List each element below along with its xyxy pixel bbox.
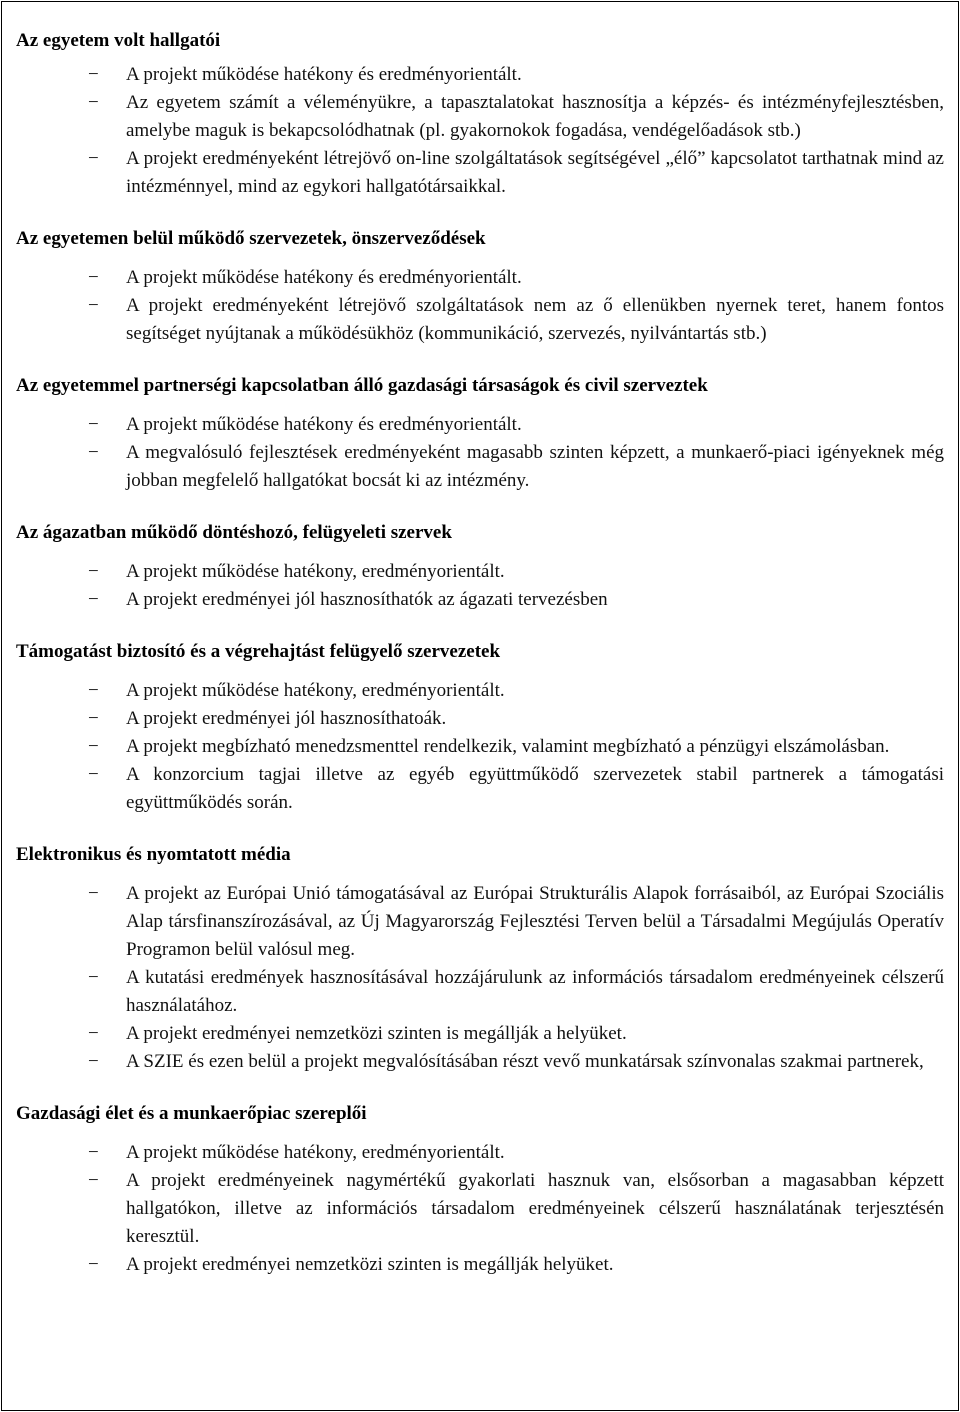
list-item-text: A projekt eredményei jól hasznosíthatoák. (126, 708, 447, 729)
list-item (16, 558, 944, 586)
list-item-text: A projekt működése hatékony, eredményorientált. (126, 680, 505, 701)
bullet-list (16, 264, 944, 348)
dash-bullet-icon: − (88, 680, 99, 701)
list-item-text: A projekt eredményei nemzetközi szinten is megállják helyüket. (126, 1254, 614, 1275)
list-item-text: A projekt működése hatékony, eredményorientált. (126, 1142, 505, 1163)
list-item (16, 705, 944, 733)
bullet-list (16, 411, 944, 495)
dash-bullet-icon: − (88, 1023, 99, 1044)
list-item-text: A projekt megbízható menedzsmenttel rendelkezik, valamint megbízható a pénzügyi elszámolásban. (126, 736, 890, 757)
dash-bullet-icon: − (88, 967, 99, 988)
section (16, 841, 944, 1076)
list-item-text: A kutatási eredmények hasznosításával hozzájárulunk az információs társadalom eredményeinek célszerű használatához. (126, 967, 944, 1016)
list-item-text: A projekt eredményei nemzetközi szinten is megállják a helyüket. (126, 1023, 627, 1044)
list-item (16, 677, 944, 705)
bullet-list (16, 880, 944, 1076)
section-heading: Elektronikus és nyomtatott média (16, 844, 291, 865)
list-item-text: A projekt az Európai Unió támogatásával az Európai Strukturális Alapok forrásaiból, az Európai Szociális Alap társfinanszírozásával, az Új Magyarország Fejlesztési Terven belül a Társadalmi Megújulás Operatív Programon belül valósul meg. (126, 883, 944, 960)
list-item-text: A projekt működése hatékony és eredményorientált. (126, 267, 522, 288)
dash-bullet-icon: − (88, 883, 99, 904)
list-item (16, 586, 944, 614)
section (16, 225, 944, 348)
list-item-text: A SZIE és ezen belül a projekt megvalósításában részt vevő munkatársak színvonalas szakmai partnerek, (126, 1051, 924, 1072)
section (16, 27, 944, 201)
bullet-list (16, 1139, 944, 1279)
dash-bullet-icon: − (88, 64, 99, 85)
list-item (16, 1251, 944, 1279)
list-item-text: A konzorcium tagjai illetve az egyéb együttműködő szervezetek stabil partnerek a támogatási együttműködés során. (126, 764, 944, 813)
section-heading: Az egyetem volt hallgatói (16, 30, 221, 51)
section-heading: Támogatást biztosító és a végrehajtást felügyelő szervezetek (16, 641, 501, 662)
dash-bullet-icon: − (88, 561, 99, 582)
list-item (16, 1048, 944, 1076)
section-heading: Az egyetemmel partnerségi kapcsolatban álló gazdasági társaságok és civil szerveztek (16, 375, 708, 396)
list-item (16, 145, 944, 201)
list-item-text: A projekt eredményeként létrejövő on-line szolgáltatások segítségével „élő” kapcsolatot tarthatnak mind az intézménnyel, mind az egykori hallgatótársaikkal. (126, 148, 944, 197)
list-item-text: A megvalósuló fejlesztések eredményeként magasabb szinten képzett, a munkaerő-piaci igényeknek még jobban megfelelő hallgatókat bocsát ki az intézmény. (126, 442, 944, 491)
list-item-text: A projekt működése hatékony és eredményorientált. (126, 64, 522, 85)
dash-bullet-icon: − (88, 295, 99, 316)
dash-bullet-icon: − (88, 736, 99, 757)
dash-bullet-icon: − (88, 1170, 99, 1191)
list-item-text: A projekt működése hatékony és eredményorientált. (126, 414, 522, 435)
list-item (16, 880, 944, 964)
list-item (16, 964, 944, 1020)
list-item-text: A projekt eredményei jól hasznosíthatók az ágazati tervezésben (126, 589, 608, 610)
section-heading: Az ágazatban működő döntéshozó, felügyeleti szervek (16, 522, 452, 543)
list-item (16, 761, 944, 817)
list-item (16, 1167, 944, 1251)
list-item-text: A projekt működése hatékony, eredményorientált. (126, 561, 505, 582)
list-item (16, 733, 944, 761)
list-item (16, 61, 944, 89)
bullet-list (16, 558, 944, 614)
dash-bullet-icon: − (88, 442, 99, 463)
section (16, 519, 944, 614)
dash-bullet-icon: − (88, 708, 99, 729)
section (16, 638, 944, 817)
section-heading: Az egyetemen belül működő szervezetek, önszerveződések (16, 228, 486, 249)
list-item (16, 439, 944, 495)
dash-bullet-icon: − (88, 1051, 99, 1072)
dash-bullet-icon: − (88, 414, 99, 435)
list-item (16, 1139, 944, 1167)
list-item (16, 292, 944, 348)
section (16, 372, 944, 495)
list-item-text: A projekt eredményeként létrejövő szolgáltatások nem az ő ellenükben nyernek teret, hanem fontos segítséget nyújtanak a működésükhöz (kommunikáció, szervezés, nyilvántartás stb.) (126, 295, 944, 344)
list-item (16, 411, 944, 439)
dash-bullet-icon: − (88, 764, 99, 785)
bullet-list (16, 677, 944, 817)
dash-bullet-icon: − (88, 1142, 99, 1163)
bullet-list (16, 61, 944, 201)
dash-bullet-icon: − (88, 92, 99, 113)
dash-bullet-icon: − (88, 1254, 99, 1275)
list-item (16, 89, 944, 145)
list-item (16, 1020, 944, 1048)
list-item-text: Az egyetem számít a véleményükre, a tapasztalatokat hasznosítja a képzés- és intézményfejlesztésben, amelybe maguk is bekapcsolódhatnak (pl. gyakornokok fogadása, vendégelőadások stb.) (126, 92, 944, 141)
section (16, 1100, 944, 1279)
list-item (16, 264, 944, 292)
dash-bullet-icon: − (88, 589, 99, 610)
section-heading: Gazdasági élet és a munkaerőpiac szereplői (16, 1103, 367, 1124)
dash-bullet-icon: − (88, 267, 99, 288)
document-page (16, 27, 944, 1303)
list-item-text: A projekt eredményeinek nagymértékű gyakorlati hasznuk van, elsősorban a magasabban képzett hallgatókon, illetve az információs társadalom eredményeinek célszerű használatának terjesztésén keresztül. (126, 1170, 944, 1247)
dash-bullet-icon: − (88, 148, 99, 169)
